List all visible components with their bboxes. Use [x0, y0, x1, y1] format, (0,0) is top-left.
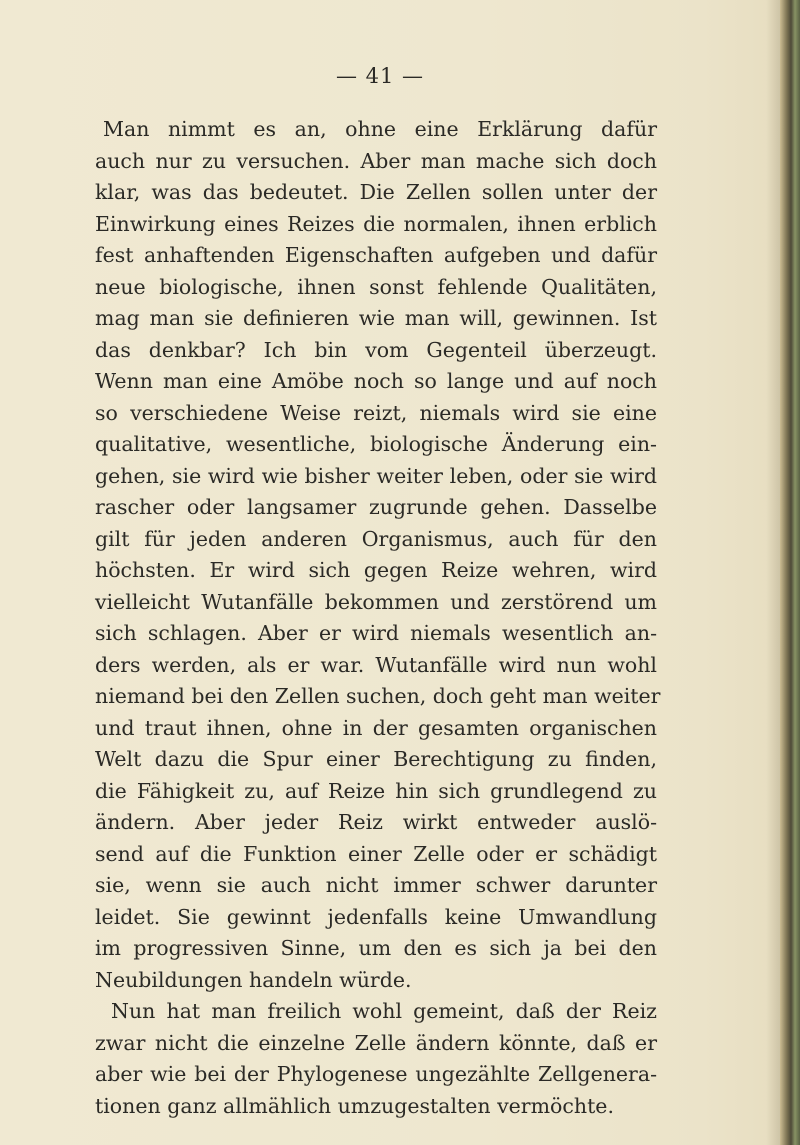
- text-line: qualitative, wesentliche, biologische Änderung ein-: [95, 432, 657, 456]
- text-line: und traut ihnen, ohne in der gesamten organischen: [95, 715, 657, 740]
- text-line: im progressiven Sinne, um den es sich ja bei den: [95, 936, 657, 960]
- text-line: Welt dazu die Spur einer Berechtigung zu finden,: [95, 747, 657, 771]
- text-line: tionen ganz allmählich umzugestalten vermöchte.: [95, 1093, 614, 1118]
- text-line: auch nur zu versuchen. Aber man mache sich doch: [95, 148, 657, 173]
- text-line: Einwirkung eines Reizes die normalen, ihnen erblich: [95, 211, 657, 236]
- text-line: leidet. Sie gewinnt jedenfalls keine Umwandlung: [95, 904, 657, 929]
- text-line: fest anhaftenden Eigenschaften aufgeben und dafür: [95, 243, 657, 267]
- text-line: Neubildungen handeln würde.: [95, 967, 412, 992]
- text-line: klar, was das bedeutet. Die Zellen sollen unter der: [95, 180, 657, 204]
- text-line: mag man sie definieren wie man will, gewinnen. Ist: [95, 306, 657, 330]
- text-line: Nun hat man freilich wohl gemeint, daß der Reiz: [111, 999, 657, 1023]
- text-line: ders werden, als er war. Wutanfälle wird nun wohl: [95, 652, 657, 677]
- text-line: gilt für jeden anderen Organismus, auch für den: [95, 526, 657, 551]
- text-line: send auf die Funktion einer Zelle oder er schädigt: [95, 841, 657, 866]
- text-line: neue biologische, ihnen sonst fehlende Qualitäten,: [95, 274, 657, 299]
- text-line: die Fähigkeit zu, auf Reize hin sich grundlegend zu: [95, 778, 657, 803]
- text-line: sie, wenn sie auch nicht immer schwer darunter: [95, 873, 657, 897]
- text-line: aber wie bei der Phylogenese ungezählte Zellgenera-: [95, 1062, 657, 1086]
- text-line: ändern. Aber jeder Reiz wirkt entweder auslö-: [95, 810, 657, 834]
- binding-shadow: [766, 0, 780, 1145]
- text-line: gehen, sie wird wie bisher weiter leben, oder sie wird: [95, 463, 657, 488]
- page-number: — 41 —: [335, 64, 425, 88]
- book-binding-edge: [780, 0, 800, 1145]
- text-line: rascher oder langsamer zugrunde gehen. Dasselbe: [95, 495, 657, 519]
- text-line: Wenn man eine Amöbe noch so lange und auf noch: [95, 369, 657, 393]
- body-text: [95, 114, 661, 1122]
- text-line: Man nimmt es an, ohne eine Erklärung dafür: [103, 117, 657, 141]
- text-line: sich schlagen. Aber er wird niemals wesentlich an-: [95, 621, 657, 645]
- text-line: so verschiedene Weise reizt, niemals wird sie eine: [95, 400, 657, 425]
- text-line: vielleicht Wutanfälle bekommen und zerstörend um: [95, 589, 657, 614]
- text-line: niemand bei den Zellen suchen, doch geht man weiter: [95, 684, 661, 708]
- text-line: zwar nicht die einzelne Zelle ändern könnte, daß er: [95, 1030, 657, 1055]
- text-line: höchsten. Er wird sich gegen Reize wehren, wird: [95, 558, 657, 582]
- text-line: das denkbar? Ich bin vom Gegenteil überzeugt.: [95, 337, 657, 362]
